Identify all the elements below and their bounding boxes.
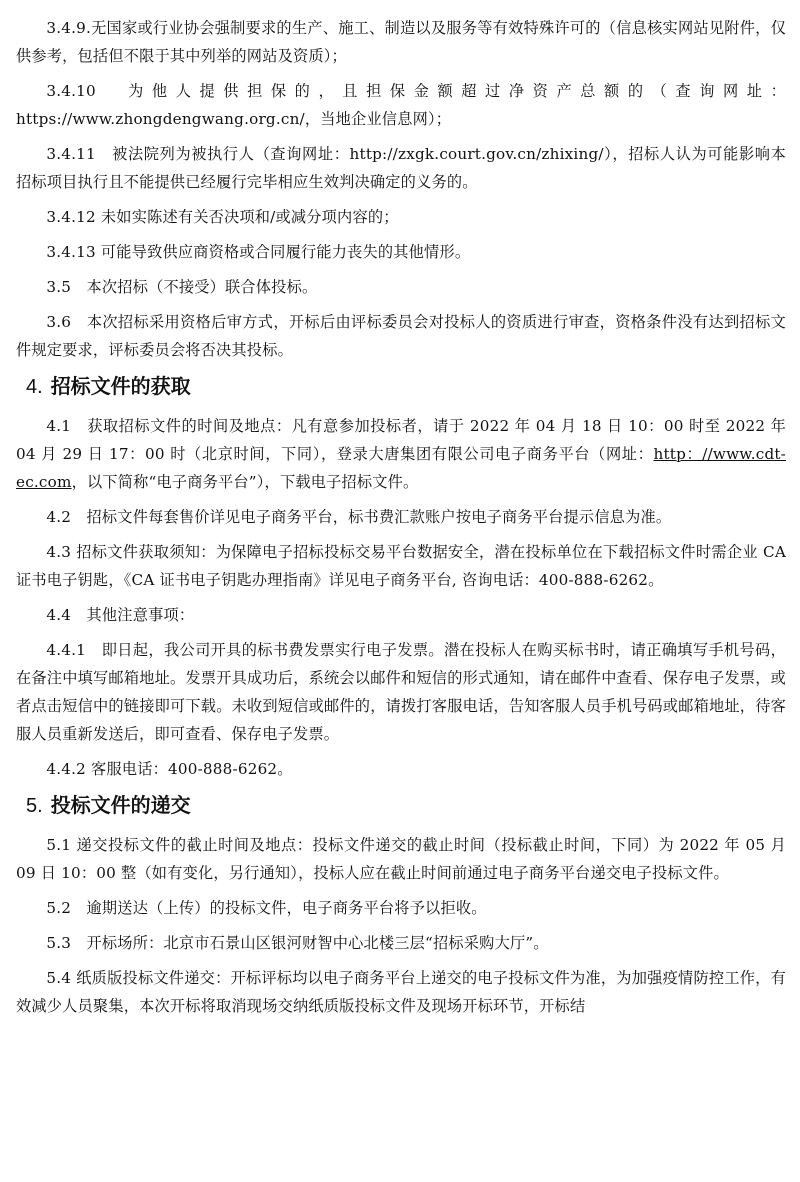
clause-3-4-11: 3.4.11 被法院列为被执行人（查询网址：http://zxgk.court.gov.cn/zhixing/），招标人认为可能影响本招标项目执行且不能提供已经履行完毕相应生效判决确定的义务的。: [16, 145, 786, 191]
clause-5-4: 5.4 纸质版投标文件递交：开标评标均以电子商务平台上递交的电子投标文件为准，为加强疫情防控工作，有效减少人员聚集，本次开标将取消现场交纳纸质版投标文件及现场开标环节，开标结: [16, 969, 786, 1015]
clause-5-3: 5.3 开标场所：北京市石景山区银河财智中心北楼三层“招标采购大厅”。: [46, 934, 549, 952]
clause-3-4-9: 3.4.9.无国家或行业协会强制要求的生产、施工、制造以及服务等有效特殊许可的（信息核实网站见附件，仅供参考，包括但不限于其中列举的网站及资质）；: [16, 19, 786, 65]
section-title: 招标文件的获取: [50, 374, 191, 398]
clause-5-1: 5.1 递交投标文件的截止时间及地点：投标文件递交的截止时间（投标截止时间，下同）为 2022 年 05 月 09 日 10：00 整（如有变化，另行通知），投标人应在截止时间前通过电子商务平台递交电子投标文件。: [16, 836, 786, 882]
clause-5-2: 5.2 逾期送达（上传）的投标文件，电子商务平台将予以拒收。: [46, 899, 487, 917]
clause-4-4: 4.4 其他注意事项：: [46, 606, 195, 624]
clause-4-3: 4.3 招标文件获取须知：为保障电子招标投标交易平台数据安全，潜在投标单位在下载招标文件时需企业 CA 证书电子钥匙，《CA 证书电子钥匙办理指南》详见电子商务平台, 咨询电话：400-888-6262。: [16, 543, 786, 589]
section-number: 5.: [26, 795, 43, 817]
clause-4-4-1: 4.4.1 即日起，我公司开具的标书费发票实行电子发票。潜在投标人在购买标书时，请正确填写手机号码，在备注中填写邮箱地址。发票开具成功后，系统会以邮件和短信的形式通知，请在邮件中查看、保存电子发票，或者点击短信中的链接即可下载。未收到短信或邮件的，请拨打客服电话，告知客服人员手机号码或邮箱地址，待客服人员重新发送后，即可查看、保存电子发票。: [16, 641, 786, 743]
section-heading-4: [16, 371, 786, 402]
section-heading-5: [16, 790, 786, 821]
clause-text: 4.1 获取招标文件的时间及地点：凡有意参加投标者，请于 2022 年 04 月 18 日 10：00 时至 2022 年 04 月 29 日 17：00 时（北京时间，下同），登录大唐集团有限公司电子商务平台（网址：: [16, 417, 786, 463]
document-page: [16, 14, 786, 1027]
clause-3-4-10: 3.4.10 为他人提供担保的，且担保金额超过净资产总额的（查询网址：https://www.zhongdengwang.org.cn/，当地企业信息网）；: [16, 82, 786, 128]
clause-3-5: 3.5 本次招标（不接受）联合体投标。: [46, 278, 318, 296]
clause-4-2: 4.2 招标文件每套售价详见电子商务平台，标书费汇款账户按电子商务平台提示信息为准。: [46, 508, 672, 526]
clause-3-4-13: 3.4.13 可能导致供应商资格或合同履行能力丧失的其他情形。: [46, 243, 471, 261]
clause-text: ，以下简称“电子商务平台”），下载电子招标文件。: [71, 473, 419, 491]
clause-4-4-2: 4.4.2 客服电话：400-888-6262。: [46, 760, 293, 778]
clause-3-4-12: 3.4.12 未如实陈述有关否决项和/或减分项内容的；: [46, 208, 399, 226]
section-number: 4.: [26, 376, 43, 398]
clause-3-6: 3.6 本次招标采用资格后审方式，开标后由评标委员会对投标人的资质进行审查，资格条件没有达到招标文件规定要求，评标委员会将否决其投标。: [16, 313, 786, 359]
platform-link[interactable]: http：//www.cdt-ec.com: [16, 445, 786, 491]
clause-4-1: [16, 412, 786, 496]
section-title: 投标文件的递交: [50, 793, 191, 817]
